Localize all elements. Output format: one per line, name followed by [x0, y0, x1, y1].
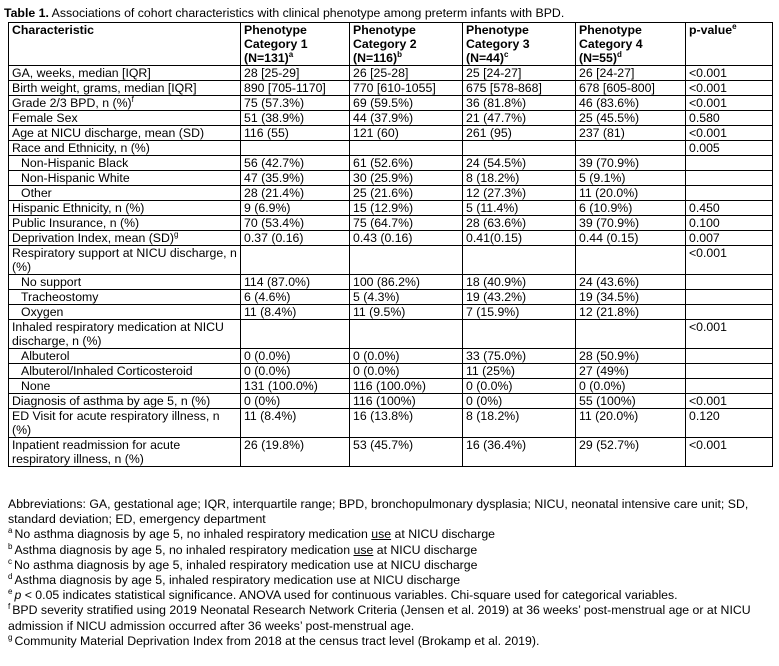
row-label: Public Insurance, n (%) — [12, 216, 140, 230]
value-cell-c4 — [576, 141, 686, 156]
value-cell-c3: 24 (54.5%) — [463, 156, 576, 171]
table-row — [9, 275, 773, 290]
value-cell-c2 — [350, 141, 463, 156]
value-cell-c3 — [463, 246, 576, 275]
value-cell-c3: 11 (25%) — [463, 364, 576, 379]
row-label: ED Visit for acute respiratory illness, n (%) — [12, 409, 220, 437]
table-row — [9, 66, 773, 81]
row-label-cell — [9, 81, 241, 96]
table-row — [9, 409, 773, 438]
p-value-cell: <0.001 — [686, 246, 773, 275]
footnote-f: $^f$ BPD severity stratified using 2019 Neonatal Research Network Criteria (Jensen et al. 2019) at 36 weeks’ post-menstrual age or at NICU admission if NICU admission occurred after 36 weeks’ post-menstrual age. — [8, 602, 751, 633]
row-label-cell — [9, 394, 241, 409]
row-label-cell — [9, 246, 241, 275]
row-label: Deprivation Index, mean (SD) — [12, 231, 174, 245]
row-label: Oxygen — [21, 305, 64, 319]
value-cell-c2: 30 (25.9%) — [350, 171, 463, 186]
p-value-cell: <0.001 — [686, 96, 773, 111]
table-row — [9, 141, 773, 156]
value-cell-c2: 26 [25-28] — [350, 66, 463, 81]
value-cell-c4: 11 (20.0%) — [576, 186, 686, 201]
value-cell-c4: 26 [24-27] — [576, 66, 686, 81]
p-value-cell: 0.007 — [686, 231, 773, 246]
p-value-cell — [686, 379, 773, 394]
value-cell-c3: 16 (36.4%) — [463, 438, 576, 467]
value-cell-c1: 0 (0.0%) — [241, 349, 350, 364]
value-cell-c2: 0.43 (0.16) — [350, 231, 463, 246]
value-cell-c4: 0 (0.0%) — [576, 379, 686, 394]
p-value-cell: <0.001 — [686, 320, 773, 349]
value-cell-c4: 39 (70.9%) — [576, 156, 686, 171]
value-cell-c3: 21 (47.7%) — [463, 111, 576, 126]
header-category-4: Phenotype Category 4 (N=55)$^d$ — [576, 23, 686, 66]
value-cell-c2: 25 (21.6%) — [350, 186, 463, 201]
p-value-cell — [686, 171, 773, 186]
value-cell-c2: 44 (37.9%) — [350, 111, 463, 126]
row-label-cell — [9, 126, 241, 141]
value-cell-c1: 0 (0%) — [241, 394, 350, 409]
value-cell-c4: 6 (10.9%) — [576, 201, 686, 216]
p-value-cell — [686, 290, 773, 305]
p-value-cell: <0.001 — [686, 66, 773, 81]
table-row — [9, 171, 773, 186]
value-cell-c4 — [576, 246, 686, 275]
footnote-marker: f — [131, 94, 134, 104]
value-cell-c4 — [576, 320, 686, 349]
value-cell-c1: 6 (4.6%) — [241, 290, 350, 305]
value-cell-c3: 12 (27.3%) — [463, 186, 576, 201]
row-label-cell — [9, 66, 241, 81]
value-cell-c4: 46 (83.6%) — [576, 96, 686, 111]
row-label: Female Sex — [12, 111, 78, 125]
value-cell-c4: 11 (20.0%) — [576, 409, 686, 438]
value-cell-c2: 53 (45.7%) — [350, 438, 463, 467]
row-label-cell — [9, 186, 241, 201]
value-cell-c1 — [241, 320, 350, 349]
footnote-marker: g — [173, 229, 179, 239]
table-row — [9, 111, 773, 126]
row-label: Other — [21, 186, 52, 200]
table-row — [9, 349, 773, 364]
value-cell-c1 — [241, 141, 350, 156]
p-value-cell: 0.100 — [686, 216, 773, 231]
row-label: Inpatient readmission for acute respiratory illness, n (%) — [12, 438, 181, 466]
value-cell-c3: 0 (0.0%) — [463, 379, 576, 394]
table-row — [9, 81, 773, 96]
value-cell-c3: 8 (18.2%) — [463, 409, 576, 438]
value-cell-c4: 678 [605-800] — [576, 81, 686, 96]
table-label: Table 1. — [4, 6, 49, 20]
table-title: Associations of cohort characteristics with clinical phenotype among preterm infants with BPD. — [48, 6, 565, 20]
value-cell-c2: 16 (13.8%) — [350, 409, 463, 438]
value-cell-c2: 770 [610-1055] — [350, 81, 463, 96]
header-characteristic: Characteristic — [9, 23, 241, 66]
value-cell-c3: 28 (63.6%) — [463, 216, 576, 231]
p-value-cell: 0.580 — [686, 111, 773, 126]
value-cell-c2: 116 (100.0%) — [350, 379, 463, 394]
value-cell-c1: 26 (19.8%) — [241, 438, 350, 467]
value-cell-c3: 25 [24-27] — [463, 66, 576, 81]
value-cell-c1: 28 [25-29] — [241, 66, 350, 81]
header-category-3: Phenotype Category 3 (N=44)$^c$ — [463, 23, 576, 66]
value-cell-c2: 11 (9.5%) — [350, 305, 463, 320]
table-footnotes — [8, 497, 772, 649]
table-row — [9, 379, 773, 394]
table-row — [9, 305, 773, 320]
p-value-cell — [686, 349, 773, 364]
value-cell-c4: 39 (70.9%) — [576, 216, 686, 231]
value-cell-c2: 0 (0.0%) — [350, 364, 463, 379]
row-label-cell — [9, 275, 241, 290]
row-label-cell — [9, 171, 241, 186]
value-cell-c1: 890 [705-1170] — [241, 81, 350, 96]
row-label: Birth weight, grams, median [IQR] — [12, 81, 197, 95]
row-label: Albuterol — [21, 349, 70, 363]
row-label: Tracheostomy — [21, 290, 99, 304]
value-cell-c1: 56 (42.7%) — [241, 156, 350, 171]
table-caption — [4, 6, 564, 21]
row-label-cell — [9, 349, 241, 364]
row-label-cell — [9, 201, 241, 216]
p-value-cell — [686, 275, 773, 290]
row-label: Diagnosis of asthma by age 5, n (%) — [12, 394, 211, 408]
value-cell-c2: 75 (64.7%) — [350, 216, 463, 231]
row-label-cell — [9, 320, 241, 349]
value-cell-c3: 33 (75.0%) — [463, 349, 576, 364]
value-cell-c2: 121 (60) — [350, 126, 463, 141]
value-cell-c3 — [463, 141, 576, 156]
row-label: None — [21, 379, 51, 393]
value-cell-c4: 19 (34.5%) — [576, 290, 686, 305]
value-cell-c4: 28 (50.9%) — [576, 349, 686, 364]
value-cell-c2: 69 (59.5%) — [350, 96, 463, 111]
table-row — [9, 290, 773, 305]
value-cell-c4: 237 (81) — [576, 126, 686, 141]
value-cell-c3: 18 (40.9%) — [463, 275, 576, 290]
table-row — [9, 231, 773, 246]
footnote-c: $^c$ No asthma diagnosis by age 5, inhaled respiratory medication use at NICU discharge — [8, 556, 478, 572]
table-row — [9, 394, 773, 409]
value-cell-c1: 70 (53.4%) — [241, 216, 350, 231]
p-value-cell — [686, 156, 773, 171]
table-row — [9, 246, 773, 275]
p-value-cell: <0.001 — [686, 126, 773, 141]
table-row — [9, 216, 773, 231]
value-cell-c4: 0.44 (0.15) — [576, 231, 686, 246]
row-label-cell — [9, 305, 241, 320]
row-label-cell — [9, 231, 241, 246]
footnote-abbreviations: Abbreviations: GA, gestational age; IQR, interquartile range; BPD, bronchopulmonary dysplasia; NICU, neonatal intensive care unit; SD, standard deviation; ED, emergency department — [8, 497, 749, 527]
value-cell-c4: 5 (9.1%) — [576, 171, 686, 186]
row-label: Hispanic Ethnicity, n (%) — [12, 201, 145, 215]
row-label-cell — [9, 141, 241, 156]
value-cell-c3: 36 (81.8%) — [463, 96, 576, 111]
value-cell-c2: 61 (52.6%) — [350, 156, 463, 171]
footnote-d: $^d$ Asthma diagnosis by age 5, inhaled respiratory medication use at NICU discharge — [8, 571, 461, 588]
row-label-cell — [9, 156, 241, 171]
value-cell-c3: 0 (0%) — [463, 394, 576, 409]
data-table — [8, 22, 773, 467]
row-label: Non-Hispanic Black — [21, 156, 129, 170]
value-cell-c1: 75 (57.3%) — [241, 96, 350, 111]
header-row — [9, 23, 773, 66]
value-cell-c1: 11 (8.4%) — [241, 409, 350, 438]
row-label: Grade 2/3 BPD, n (%) — [12, 96, 132, 110]
value-cell-c1: 51 (38.9%) — [241, 111, 350, 126]
value-cell-c3: 261 (95) — [463, 126, 576, 141]
value-cell-c2 — [350, 320, 463, 349]
header-p-value: p-value$^e$ — [686, 23, 773, 66]
row-label-cell — [9, 409, 241, 438]
value-cell-c1: 28 (21.4%) — [241, 186, 350, 201]
row-label: No support — [21, 275, 82, 289]
row-label-cell — [9, 216, 241, 231]
p-value-cell: <0.001 — [686, 81, 773, 96]
row-label-cell — [9, 96, 241, 111]
row-label: GA, weeks, median [IQR] — [12, 66, 151, 80]
value-cell-c3: 19 (43.2%) — [463, 290, 576, 305]
table-row — [9, 364, 773, 379]
value-cell-c4: 12 (21.8%) — [576, 305, 686, 320]
value-cell-c1: 0 (0.0%) — [241, 364, 350, 379]
row-label: Age at NICU discharge, mean (SD) — [12, 126, 205, 140]
value-cell-c3: 5 (11.4%) — [463, 201, 576, 216]
value-cell-c2: 15 (12.9%) — [350, 201, 463, 216]
p-value-cell: 0.120 — [686, 409, 773, 438]
value-cell-c1: 0.37 (0.16) — [241, 231, 350, 246]
value-cell-c3 — [463, 320, 576, 349]
table-row — [9, 186, 773, 201]
p-value-cell: 0.450 — [686, 201, 773, 216]
p-value-cell — [686, 364, 773, 379]
value-cell-c1: 114 (87.0%) — [241, 275, 350, 290]
table-row — [9, 126, 773, 141]
row-label-cell — [9, 379, 241, 394]
footnote-a: $^a$ No asthma diagnosis by age 5, no inhaled respiratory medication use at NICU discharge — [8, 526, 495, 542]
row-label: Non-Hispanic White — [21, 171, 130, 185]
value-cell-c2 — [350, 246, 463, 275]
value-cell-c1: 131 (100.0%) — [241, 379, 350, 394]
value-cell-c3: 7 (15.9%) — [463, 305, 576, 320]
table-row — [9, 201, 773, 216]
header-category-2: Phenotype Category 2 (N=116)$^b$ — [350, 23, 463, 66]
value-cell-c1: 9 (6.9%) — [241, 201, 350, 216]
value-cell-c2: 5 (4.3%) — [350, 290, 463, 305]
footnote-e: $^e$ p < 0.05 indicates statistical significance. ANOVA used for continuous variables. Chi-square used for categorical variables. — [8, 587, 678, 603]
value-cell-c4: 27 (49%) — [576, 364, 686, 379]
table-row — [9, 96, 773, 111]
row-label-cell — [9, 438, 241, 467]
p-value-cell: 0.005 — [686, 141, 773, 156]
value-cell-c3: 0.41(0.15) — [463, 231, 576, 246]
table-row — [9, 156, 773, 171]
value-cell-c4: 55 (100%) — [576, 394, 686, 409]
p-value-cell — [686, 186, 773, 201]
value-cell-c1 — [241, 246, 350, 275]
value-cell-c4: 29 (52.7%) — [576, 438, 686, 467]
value-cell-c4: 25 (45.5%) — [576, 111, 686, 126]
row-label: Respiratory support at NICU discharge, n (%) — [12, 246, 237, 274]
header-category-1: Phenotype Category 1 (N=131)$^a$ — [241, 23, 350, 66]
value-cell-c2: 0 (0.0%) — [350, 349, 463, 364]
value-cell-c3: 675 [578-868] — [463, 81, 576, 96]
value-cell-c2: 116 (100%) — [350, 394, 463, 409]
row-label-cell — [9, 111, 241, 126]
p-value-cell — [686, 305, 773, 320]
footnote-b: $^b$ Asthma diagnosis by age 5, no inhaled respiratory medication use at NICU discharge — [8, 541, 478, 557]
p-value-cell: <0.001 — [686, 438, 773, 467]
value-cell-c1: 116 (55) — [241, 126, 350, 141]
row-label: Race and Ethnicity, n (%) — [12, 141, 150, 155]
table-row — [9, 438, 773, 467]
row-label-cell — [9, 290, 241, 305]
table-row — [9, 320, 773, 349]
row-label-cell — [9, 364, 241, 379]
row-label: Inhaled respiratory medication at NICU discharge, n (%) — [12, 320, 224, 348]
value-cell-c4: 24 (43.6%) — [576, 275, 686, 290]
value-cell-c2: 100 (86.2%) — [350, 275, 463, 290]
footnote-g: $^g$ Community Material Deprivation Index from 2018 at the census tract level (Brokamp et al. 2019). — [8, 632, 540, 648]
row-label: Albuterol/Inhaled Corticosteroid — [21, 364, 193, 378]
p-value-cell: <0.001 — [686, 394, 773, 409]
value-cell-c1: 11 (8.4%) — [241, 305, 350, 320]
value-cell-c1: 47 (35.9%) — [241, 171, 350, 186]
value-cell-c3: 8 (18.2%) — [463, 171, 576, 186]
